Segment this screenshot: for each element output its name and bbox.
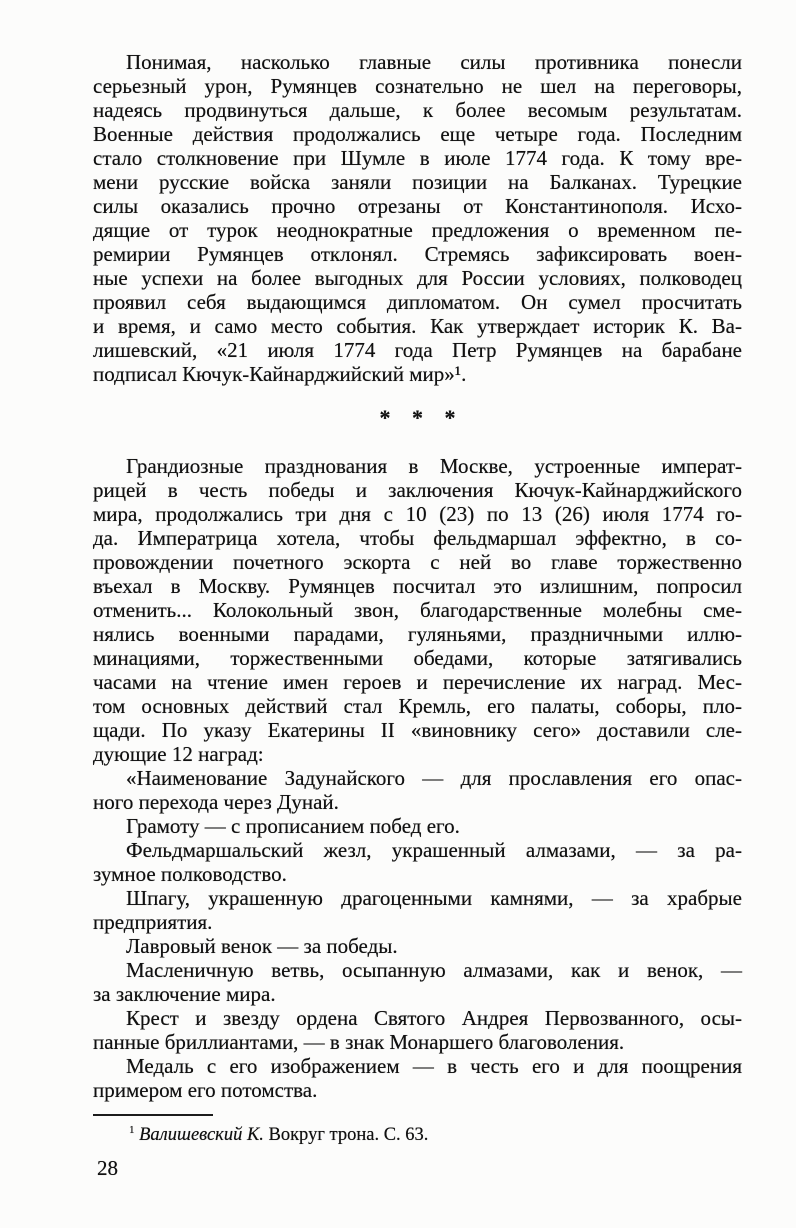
paragraph: [93, 934, 742, 958]
paragraph: [93, 814, 742, 838]
paragraph: [93, 50, 742, 386]
footnote: [93, 1124, 742, 1147]
text-block: [93, 50, 742, 1147]
text-line: серьезный урон, Румянцев сознательно не шел на переговоры,: [93, 74, 742, 98]
text-line: примером его потомства.: [93, 1078, 318, 1102]
paragraph: [93, 886, 742, 934]
text-line: Грандиозные празднования в Москве, устроенные императ-: [126, 454, 742, 478]
text-line: подписал Кючук-Кайнарджийский мир»¹.: [93, 362, 467, 386]
paragraph: [93, 454, 742, 766]
text-line: ремирии Румянцев отклонял. Стремясь зафиксировать воен-: [93, 242, 742, 266]
text-line: силы оказались прочно отрезаны от Константинополя. Исхо-: [93, 194, 742, 218]
text-line: провождении почетного эскорта с ней во главе торжественно: [93, 550, 742, 574]
page-number: 28: [97, 1156, 118, 1180]
text-line: мени русские войска заняли позиции на Балканах. Турецкие: [93, 170, 742, 194]
text-line: нялись военными парадами, гуляньями, праздничными иллю-: [93, 622, 742, 646]
text-line: надеясь продвинуться дальше, к более весомым результатам.: [93, 98, 742, 122]
paragraph: [93, 1006, 742, 1054]
text-line: въехал в Москву. Румянцев посчитал это излишним, попросил: [93, 574, 742, 598]
footnote-text: Вокруг трона. С. 63.: [268, 1125, 429, 1145]
text-line: и время, и само место события. Как утверждает историк К. Ва-: [93, 314, 742, 338]
text-line: мира, продолжались три дня с 10 (23) по 13 (26) июля 1774 го-: [93, 502, 742, 526]
text-line: Масленичную ветвь, осыпанную алмазами, как и венок, —: [126, 958, 742, 982]
text-line: да. Императрица хотела, чтобы фельдмаршал эффектно, в со-: [93, 526, 742, 550]
paragraph: [93, 1054, 742, 1102]
text-line: минациями, торжественными обедами, которые затягивались: [93, 646, 742, 670]
text-line: за заключение мира.: [93, 982, 276, 1006]
text-line: Грамоту — с прописанием побед его.: [126, 814, 460, 838]
text-line: Лавровый венок — за победы.: [126, 934, 398, 958]
text-line: часами на чтение имен героев и перечисление их наград. Мес-: [93, 670, 742, 694]
text-line: зумное полководство.: [93, 862, 287, 886]
text-line: лишевский, «21 июля 1774 года Петр Румянцев на барабане: [93, 338, 742, 362]
text-line: рицей в честь победы и заключения Кючук-Кайнарджийского: [93, 478, 742, 502]
paragraph: [93, 838, 742, 886]
text-line: том основных действий стал Кремль, его палаты, соборы, пло-: [93, 694, 742, 718]
text-line: Военные действия продолжались еще четыре года. Последним: [93, 122, 742, 146]
text-line: проявил себя выдающимся дипломатом. Он сумел просчитать: [93, 290, 742, 314]
text-line: Понимая, насколько главные силы противника понесли: [126, 50, 742, 74]
text-line: дящие от турок неоднократные предложения о временном пе-: [93, 218, 742, 242]
text-line: предприятия.: [93, 910, 213, 934]
footnote-marker: 1: [129, 1123, 135, 1136]
text-line: Крест и звезду ордена Святого Андрея Первозванного, осы-: [126, 1006, 742, 1030]
text-line: щади. По указу Екатерины II «виновнику сего» доставили сле-: [93, 718, 742, 742]
text-line: ные успехи на более выгодных для России условиях, полководец: [93, 266, 742, 290]
text-line: ного перехода через Дунай.: [93, 790, 339, 814]
text-line: Медаль с его изображением — в честь его и для поощрения: [126, 1054, 742, 1078]
text-line: отменить... Колокольный звон, благодарственные молебны сме-: [93, 598, 742, 622]
footnote-rule: [93, 1114, 213, 1116]
text-line: «Наименование Задунайского — для прославления его опас-: [126, 766, 742, 790]
text-line: Фельдмаршальский жезл, украшенный алмазами, — за ра-: [126, 838, 742, 862]
text-line: панные бриллиантами, — в знак Монаршего благоволения.: [93, 1030, 625, 1054]
paragraph: [93, 958, 742, 1006]
footnote-author: Валишевский К.: [139, 1125, 264, 1145]
paragraph: [93, 766, 742, 814]
text-line: Шпагу, украшенную драгоценными камнями, — за храбрые: [126, 886, 742, 910]
text-line: дующие 12 наград:: [93, 742, 264, 766]
paragraphs-host: [93, 50, 742, 1102]
section-separator: * * *: [379, 405, 464, 430]
text-line: стало столкновение при Шумле в июле 1774 года. К тому вре-: [93, 146, 742, 170]
